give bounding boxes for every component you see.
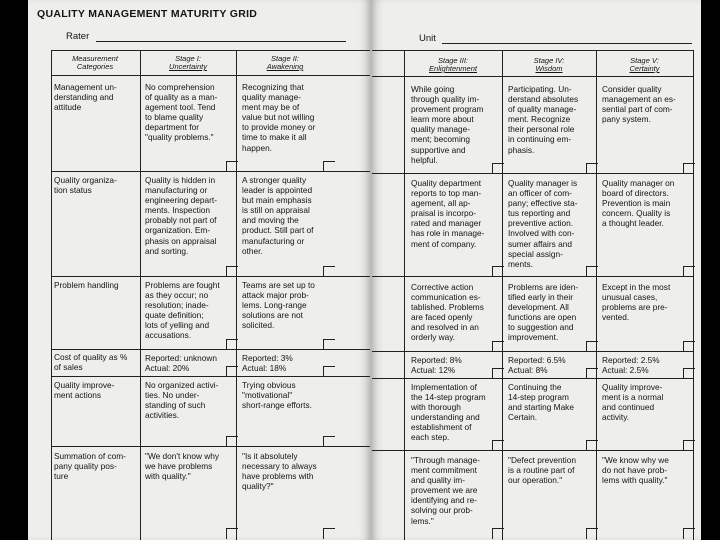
row-4-stage-1: Reported: unknown Actual: 20% <box>145 353 217 374</box>
row-2-stage-1: Quality is hidden in manufacturing or engineering depart- ments. Inspection probably not part of organization. Em- phasis on appraisal and sorting. <box>145 175 217 256</box>
table-top-border-right <box>372 50 694 51</box>
rater-line <box>96 41 346 42</box>
header-stage-3-label: Stage III: <box>437 56 469 65</box>
table-left-border <box>51 50 52 540</box>
header-stage-5-sub: Certainty <box>629 64 660 73</box>
row-2-stage-4: Quality manager is an officer of com- pany; effective sta- tus reporting and preventive action. Involved with con- sumer affairs and special assign- ments. <box>508 178 578 269</box>
header-stage-2-sub: Awakening <box>266 62 304 71</box>
row-2-category: Quality organiza- tion status <box>54 175 117 196</box>
row-5-stage-4: Continuing the 14-step program and starting Make Certain. <box>508 382 574 423</box>
row-2-stage-5: Quality manager on board of directors. Prevention is main concern. Quality is a thought leader. <box>602 178 675 229</box>
header-stage-5-label: Stage V: <box>630 56 659 65</box>
row-6-category: Summation of com- pany quality pos- ture <box>54 451 126 482</box>
header-stage-2-label: Stage II: <box>271 54 299 63</box>
rating-checkbox[interactable] <box>323 339 335 350</box>
rating-checkbox[interactable] <box>226 366 238 377</box>
row-6-stage-4: "Defect prevention is a routine part of our operation." <box>508 455 576 486</box>
rating-checkbox[interactable] <box>226 436 238 447</box>
column-divider-1 <box>140 50 141 540</box>
unit-label: Unit <box>419 33 436 44</box>
row-6-stage-1: "We don't know why we have problems with quality." <box>145 451 220 482</box>
rating-checkbox[interactable] <box>323 161 335 172</box>
row-1-stage-1: No comprehension of quality as a man- agement tool. Tend to blame quality department for "quality problems." <box>145 82 218 143</box>
rating-checkbox[interactable] <box>683 163 695 174</box>
rating-checkbox[interactable] <box>323 366 335 377</box>
row-3-stage-1: Problems are fought as they occur; no resolution; inade- quate definition; lots of yelling and accusations. <box>145 280 220 341</box>
rating-checkbox[interactable] <box>492 341 504 352</box>
rating-checkbox[interactable] <box>586 163 598 174</box>
rating-checkbox[interactable] <box>226 339 238 350</box>
header-stage-4 <box>503 57 595 73</box>
table-top-border-left <box>52 50 370 51</box>
rating-checkbox[interactable] <box>683 440 695 451</box>
rating-checkbox[interactable] <box>226 161 238 172</box>
row-divider-2-right <box>372 276 694 277</box>
row-6-stage-5: "We know why we do not have prob- lems with quality." <box>602 455 669 486</box>
row-4-stage-5: Reported: 2.5% Actual: 2.5% <box>602 355 660 376</box>
row-1-stage-4: Participating. Un- derstand absolutes of quality manage- ment. Recognize their personal role in continuing em- phasis. <box>508 84 579 155</box>
header-stage-4-sub: Wisdom <box>535 64 563 73</box>
unit-line <box>442 43 692 44</box>
row-3-stage-3: Corrective action communication es- tablished. Problems are faced openly and resolved in an orderly way. <box>411 282 484 343</box>
row-5-stage-2: Trying obvious "motivational" short-range efforts. <box>242 380 312 411</box>
header-stage-5 <box>597 57 692 73</box>
rating-checkbox[interactable] <box>323 528 335 539</box>
row-6-stage-2: "Is it absolutely necessary to always have problems with quality?" <box>242 451 317 492</box>
header-stage-4-label: Stage IV: <box>533 56 565 65</box>
rating-checkbox[interactable] <box>586 528 598 539</box>
row-divider-3-right <box>372 351 694 352</box>
row-1-stage-2: Recognizing that quality manage- ment may be of value but not willing to provide money or time to make it all happen. <box>242 82 316 153</box>
rating-checkbox[interactable] <box>683 266 695 277</box>
rating-checkbox[interactable] <box>683 528 695 539</box>
row-3-stage-2: Teams are set up to attack major prob- lems. Long-range solutions are not solicited. <box>242 280 315 331</box>
rating-checkbox[interactable] <box>586 368 598 379</box>
rating-checkbox[interactable] <box>492 528 504 539</box>
row-5-category: Quality improve- ment actions <box>54 380 115 401</box>
row-5-stage-5: Quality improve- ment is a normal and continued activity. <box>602 382 664 423</box>
row-3-stage-5: Except in the most unusual cases, problems are pre- vented. <box>602 282 671 323</box>
rating-checkbox[interactable] <box>492 163 504 174</box>
rating-checkbox[interactable] <box>683 368 695 379</box>
rating-checkbox[interactable] <box>323 266 335 277</box>
header-stage-1-sub: Uncertainty <box>169 62 207 71</box>
row-4-stage-4: Reported: 6.5% Actual: 8% <box>508 355 566 376</box>
header-measurement-categories: Measurement Categories <box>72 54 118 71</box>
rating-checkbox[interactable] <box>586 440 598 451</box>
row-4-stage-3: Reported: 8% Actual: 12% <box>411 355 462 376</box>
header-stage-3 <box>405 57 501 73</box>
column-divider-3 <box>404 50 405 540</box>
rating-checkbox[interactable] <box>226 528 238 539</box>
row-divider-4-right <box>372 378 694 379</box>
header-stage-3-sub: Enlightenment <box>429 64 477 73</box>
rating-checkbox[interactable] <box>586 266 598 277</box>
header-stage-1 <box>141 55 235 71</box>
header-stage-1-label: Stage I: <box>175 54 201 63</box>
rating-checkbox[interactable] <box>492 440 504 451</box>
row-3-stage-4: Problems are iden- tified early in their development. All functions are open to suggestion and improvement. <box>508 282 579 343</box>
row-5-stage-3: Implementation of the 14-step program with thorough understanding and establishment of each step. <box>411 382 486 443</box>
rater-label: Rater <box>66 31 90 42</box>
row-4-category: Cost of quality as % of sales <box>54 352 128 373</box>
row-4-stage-2: Reported: 3% Actual: 18% <box>242 353 293 374</box>
document-title: QUALITY MANAGEMENT MATURITY GRID <box>37 8 258 20</box>
row-1-category: Management un- derstanding and attitude <box>54 82 117 113</box>
row-1-stage-5: Consider quality management an es- sential part of com- pany system. <box>602 84 676 125</box>
rating-checkbox[interactable] <box>492 368 504 379</box>
header-rule-right <box>372 76 694 77</box>
row-2-stage-2: A stronger quality leader is appointed but main emphasis is still on appraisal and moving the product. Still part of manufacturing or other. <box>242 175 314 256</box>
row-1-stage-3: While going through quality im- provement program learn more about quality manage- ment; becoming supportive and helpful. <box>411 84 484 165</box>
row-2-stage-3: Quality department reports to top man- agement, all ap- praisal is incorpo- rated and manager has role in manage- ment of company. <box>411 178 485 249</box>
row-divider-1-right <box>372 173 694 174</box>
rating-checkbox[interactable] <box>323 436 335 447</box>
header-stage-2 <box>237 55 333 71</box>
rating-checkbox[interactable] <box>683 341 695 352</box>
rating-checkbox[interactable] <box>226 266 238 277</box>
row-6-stage-3: "Through manage- ment commitment and quality im- provement we are identifying and re- solving our prob- lems." <box>411 455 480 526</box>
row-divider-5-right <box>372 450 694 451</box>
row-5-stage-1: No organized activi- ties. No under- standing of such activities. <box>145 380 219 421</box>
rating-checkbox[interactable] <box>586 341 598 352</box>
rating-checkbox[interactable] <box>492 266 504 277</box>
header-rule-left <box>52 75 370 76</box>
row-3-category: Problem handling <box>54 280 119 290</box>
